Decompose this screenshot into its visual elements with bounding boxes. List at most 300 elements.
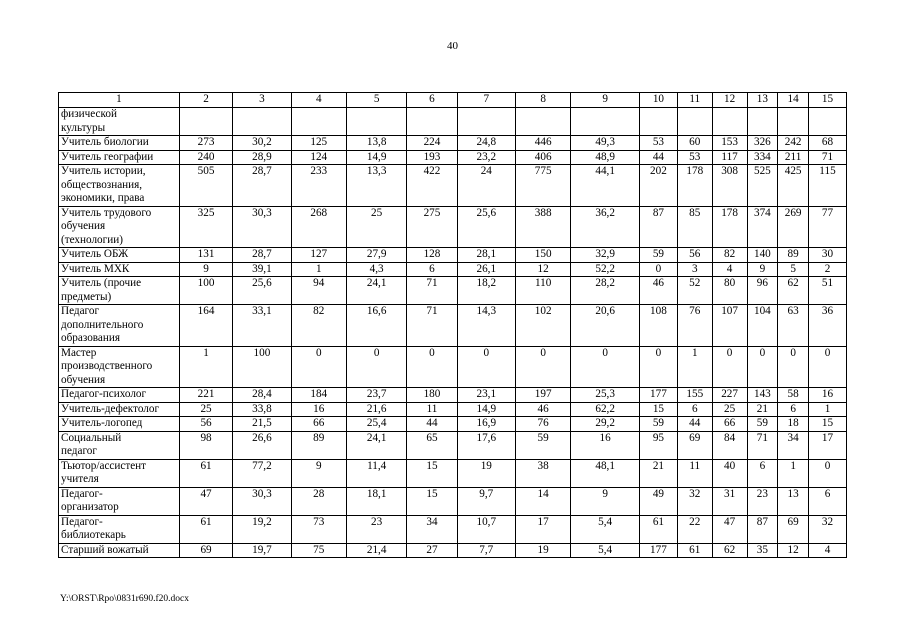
table-row <box>59 487 847 515</box>
value-cell: 23,2 <box>457 150 515 165</box>
table-row <box>59 402 847 417</box>
value-cell: 28,2 <box>571 277 640 305</box>
value-cell: 7,7 <box>457 543 515 558</box>
table-row <box>59 417 847 432</box>
column-header: 6 <box>407 93 457 108</box>
value-cell: 21,6 <box>346 402 406 417</box>
value-cell: 69 <box>179 543 232 558</box>
value-cell: 28,1 <box>457 248 515 263</box>
value-cell: 164 <box>179 305 232 347</box>
table-row <box>59 165 847 207</box>
value-cell: 25 <box>712 402 747 417</box>
value-cell: 77 <box>808 206 846 248</box>
value-cell: 0 <box>291 346 346 388</box>
value-cell: 46 <box>639 277 677 305</box>
value-cell: 65 <box>407 431 457 459</box>
value-cell: 58 <box>778 388 809 403</box>
value-cell: 76 <box>515 417 570 432</box>
value-cell: 446 <box>515 136 570 151</box>
row-label-cell: Тьютор/ассистент учителя <box>59 459 180 487</box>
value-cell: 87 <box>639 206 677 248</box>
value-cell: 40 <box>712 459 747 487</box>
table-row <box>59 346 847 388</box>
column-header: 13 <box>747 93 778 108</box>
column-header: 2 <box>179 93 232 108</box>
value-cell <box>346 108 406 136</box>
value-cell: 38 <box>515 459 570 487</box>
value-cell: 150 <box>515 248 570 263</box>
value-cell: 6 <box>808 487 846 515</box>
value-cell: 21 <box>639 459 677 487</box>
value-cell: 33,8 <box>233 402 291 417</box>
value-cell: 49 <box>639 487 677 515</box>
row-label-cell: Педагог дополнительного образования <box>59 305 180 347</box>
value-cell: 24,1 <box>346 277 406 305</box>
value-cell: 16,6 <box>346 305 406 347</box>
table-row <box>59 248 847 263</box>
row-label-cell: Учитель-дефектолог <box>59 402 180 417</box>
value-cell: 15 <box>639 402 677 417</box>
value-cell: 0 <box>808 459 846 487</box>
value-cell: 17,6 <box>457 431 515 459</box>
value-cell: 110 <box>515 277 570 305</box>
value-cell: 525 <box>747 165 778 207</box>
row-label-cell: Старший вожатый <box>59 543 180 558</box>
column-header: 10 <box>639 93 677 108</box>
value-cell: 153 <box>712 136 747 151</box>
value-cell: 30,3 <box>233 487 291 515</box>
value-cell: 16 <box>808 388 846 403</box>
value-cell: 128 <box>407 248 457 263</box>
value-cell: 77,2 <box>233 459 291 487</box>
value-cell: 61 <box>677 543 712 558</box>
row-label-cell: Учитель-логопед <box>59 417 180 432</box>
value-cell: 15 <box>808 417 846 432</box>
value-cell: 16 <box>291 402 346 417</box>
value-cell: 87 <box>747 515 778 543</box>
table-row <box>59 150 847 165</box>
value-cell: 15 <box>407 459 457 487</box>
value-cell: 107 <box>712 305 747 347</box>
value-cell: 0 <box>778 346 809 388</box>
value-cell <box>677 108 712 136</box>
column-header: 11 <box>677 93 712 108</box>
value-cell: 193 <box>407 150 457 165</box>
value-cell: 80 <box>712 277 747 305</box>
value-cell: 240 <box>179 150 232 165</box>
value-cell: 25 <box>179 402 232 417</box>
value-cell: 19 <box>515 543 570 558</box>
value-cell: 9 <box>571 487 640 515</box>
value-cell: 59 <box>747 417 778 432</box>
value-cell: 1 <box>808 402 846 417</box>
value-cell: 63 <box>778 305 809 347</box>
table-row <box>59 388 847 403</box>
table-row <box>59 108 847 136</box>
value-cell: 53 <box>639 136 677 151</box>
value-cell: 75 <box>291 543 346 558</box>
value-cell: 28,7 <box>233 165 291 207</box>
value-cell: 32 <box>677 487 712 515</box>
value-cell <box>179 108 232 136</box>
value-cell: 15 <box>407 487 457 515</box>
value-cell: 9 <box>291 459 346 487</box>
table-row <box>59 431 847 459</box>
value-cell: 36 <box>808 305 846 347</box>
value-cell: 0 <box>639 346 677 388</box>
row-label-cell: Социальный педагог <box>59 431 180 459</box>
value-cell <box>571 108 640 136</box>
value-cell: 18,1 <box>346 487 406 515</box>
value-cell: 48,9 <box>571 150 640 165</box>
value-cell <box>515 108 570 136</box>
value-cell: 25,6 <box>457 206 515 248</box>
value-cell: 180 <box>407 388 457 403</box>
value-cell: 61 <box>639 515 677 543</box>
value-cell: 127 <box>291 248 346 263</box>
value-cell: 125 <box>291 136 346 151</box>
value-cell: 44 <box>407 417 457 432</box>
value-cell: 62,2 <box>571 402 640 417</box>
column-header: 5 <box>346 93 406 108</box>
value-cell: 177 <box>639 543 677 558</box>
value-cell: 27,9 <box>346 248 406 263</box>
value-cell: 104 <box>747 305 778 347</box>
value-cell: 46 <box>515 402 570 417</box>
value-cell: 32 <box>808 515 846 543</box>
value-cell: 89 <box>778 248 809 263</box>
value-cell: 4 <box>712 262 747 277</box>
value-cell: 28,7 <box>233 248 291 263</box>
value-cell: 5 <box>778 262 809 277</box>
value-cell: 1 <box>677 346 712 388</box>
value-cell: 102 <box>515 305 570 347</box>
value-cell: 59 <box>515 431 570 459</box>
value-cell: 14,9 <box>457 402 515 417</box>
column-header: 1 <box>59 93 180 108</box>
value-cell: 268 <box>291 206 346 248</box>
value-cell: 9,7 <box>457 487 515 515</box>
table-body <box>59 108 847 558</box>
value-cell: 374 <box>747 206 778 248</box>
value-cell: 211 <box>778 150 809 165</box>
staff-statistics-table <box>58 92 847 558</box>
value-cell: 60 <box>677 136 712 151</box>
value-cell: 19,2 <box>233 515 291 543</box>
row-label-cell: Учитель трудового обучения (технологии) <box>59 206 180 248</box>
column-header: 12 <box>712 93 747 108</box>
value-cell: 71 <box>407 305 457 347</box>
value-cell: 48,1 <box>571 459 640 487</box>
value-cell: 18 <box>778 417 809 432</box>
value-cell: 89 <box>291 431 346 459</box>
value-cell: 269 <box>778 206 809 248</box>
value-cell: 25,6 <box>233 277 291 305</box>
value-cell: 3 <box>677 262 712 277</box>
value-cell: 11,4 <box>346 459 406 487</box>
value-cell: 36,2 <box>571 206 640 248</box>
value-cell: 71 <box>747 431 778 459</box>
value-cell: 18,2 <box>457 277 515 305</box>
value-cell: 13,3 <box>346 165 406 207</box>
value-cell: 19 <box>457 459 515 487</box>
value-cell: 775 <box>515 165 570 207</box>
table-row <box>59 515 847 543</box>
value-cell: 24,1 <box>346 431 406 459</box>
value-cell: 27 <box>407 543 457 558</box>
value-cell: 51 <box>808 277 846 305</box>
value-cell: 29,2 <box>571 417 640 432</box>
value-cell: 505 <box>179 165 232 207</box>
value-cell: 94 <box>291 277 346 305</box>
value-cell: 14 <box>515 487 570 515</box>
value-cell: 66 <box>712 417 747 432</box>
value-cell: 30 <box>808 248 846 263</box>
row-label-cell: Учитель ОБЖ <box>59 248 180 263</box>
value-cell: 13 <box>778 487 809 515</box>
value-cell: 14,9 <box>346 150 406 165</box>
table-row <box>59 136 847 151</box>
value-cell: 69 <box>778 515 809 543</box>
value-cell: 0 <box>571 346 640 388</box>
value-cell: 1 <box>179 346 232 388</box>
value-cell: 44,1 <box>571 165 640 207</box>
value-cell: 17 <box>808 431 846 459</box>
column-header: 3 <box>233 93 291 108</box>
value-cell <box>712 108 747 136</box>
table-row <box>59 305 847 347</box>
row-label-cell: Учитель истории, обществознания, экономики, права <box>59 165 180 207</box>
row-label-cell: Педагог- организатор <box>59 487 180 515</box>
value-cell: 2 <box>808 262 846 277</box>
value-cell: 25 <box>346 206 406 248</box>
value-cell: 115 <box>808 165 846 207</box>
value-cell <box>808 108 846 136</box>
value-cell: 85 <box>677 206 712 248</box>
value-cell: 76 <box>677 305 712 347</box>
value-cell: 28,9 <box>233 150 291 165</box>
value-cell: 177 <box>639 388 677 403</box>
value-cell <box>407 108 457 136</box>
value-cell: 44 <box>677 417 712 432</box>
value-cell: 23 <box>346 515 406 543</box>
value-cell: 34 <box>407 515 457 543</box>
value-cell: 100 <box>233 346 291 388</box>
value-cell: 34 <box>778 431 809 459</box>
value-cell <box>747 108 778 136</box>
value-cell: 273 <box>179 136 232 151</box>
value-cell: 5,4 <box>571 543 640 558</box>
value-cell: 44 <box>639 150 677 165</box>
value-cell: 52,2 <box>571 262 640 277</box>
value-cell: 21,4 <box>346 543 406 558</box>
table-row <box>59 206 847 248</box>
value-cell: 334 <box>747 150 778 165</box>
value-cell: 96 <box>747 277 778 305</box>
value-cell: 26,6 <box>233 431 291 459</box>
value-cell: 6 <box>677 402 712 417</box>
value-cell: 0 <box>515 346 570 388</box>
column-header: 14 <box>778 93 809 108</box>
value-cell: 131 <box>179 248 232 263</box>
value-cell: 0 <box>712 346 747 388</box>
value-cell: 30,2 <box>233 136 291 151</box>
value-cell: 47 <box>179 487 232 515</box>
value-cell: 35 <box>747 543 778 558</box>
value-cell: 23,1 <box>457 388 515 403</box>
row-label-cell: Учитель (прочие предметы) <box>59 277 180 305</box>
value-cell: 19,7 <box>233 543 291 558</box>
value-cell <box>639 108 677 136</box>
value-cell: 11 <box>677 459 712 487</box>
row-label-cell: Педагог- библиотекарь <box>59 515 180 543</box>
value-cell: 32,9 <box>571 248 640 263</box>
value-cell: 30,3 <box>233 206 291 248</box>
value-cell: 61 <box>179 515 232 543</box>
value-cell: 308 <box>712 165 747 207</box>
value-cell: 98 <box>179 431 232 459</box>
value-cell: 325 <box>179 206 232 248</box>
value-cell: 84 <box>712 431 747 459</box>
value-cell: 49,3 <box>571 136 640 151</box>
value-cell: 10,7 <box>457 515 515 543</box>
row-label-cell: Мастер производственного обучения <box>59 346 180 388</box>
value-cell: 25,3 <box>571 388 640 403</box>
value-cell: 4,3 <box>346 262 406 277</box>
row-label-cell: физической культуры <box>59 108 180 136</box>
value-cell: 17 <box>515 515 570 543</box>
value-cell: 6 <box>407 262 457 277</box>
value-cell <box>778 108 809 136</box>
value-cell: 39,1 <box>233 262 291 277</box>
value-cell: 28,4 <box>233 388 291 403</box>
value-cell: 53 <box>677 150 712 165</box>
table-row <box>59 543 847 558</box>
value-cell: 69 <box>677 431 712 459</box>
value-cell: 4 <box>808 543 846 558</box>
value-cell: 326 <box>747 136 778 151</box>
row-label-cell: Учитель географии <box>59 150 180 165</box>
value-cell: 66 <box>291 417 346 432</box>
value-cell: 13,8 <box>346 136 406 151</box>
value-cell: 82 <box>712 248 747 263</box>
value-cell <box>233 108 291 136</box>
value-cell: 197 <box>515 388 570 403</box>
value-cell: 56 <box>677 248 712 263</box>
column-header: 8 <box>515 93 570 108</box>
value-cell: 73 <box>291 515 346 543</box>
value-cell: 14,3 <box>457 305 515 347</box>
value-cell: 24 <box>457 165 515 207</box>
value-cell: 0 <box>808 346 846 388</box>
row-label-cell: Учитель МХК <box>59 262 180 277</box>
page-number: 40 <box>447 40 458 52</box>
value-cell: 124 <box>291 150 346 165</box>
value-cell: 62 <box>778 277 809 305</box>
value-cell: 21,5 <box>233 417 291 432</box>
value-cell: 12 <box>515 262 570 277</box>
column-header: 4 <box>291 93 346 108</box>
value-cell: 23 <box>747 487 778 515</box>
row-label-cell: Педагог-психолог <box>59 388 180 403</box>
value-cell: 202 <box>639 165 677 207</box>
value-cell: 100 <box>179 277 232 305</box>
value-cell: 0 <box>346 346 406 388</box>
value-cell: 143 <box>747 388 778 403</box>
value-cell: 6 <box>778 402 809 417</box>
value-cell: 47 <box>712 515 747 543</box>
value-cell: 224 <box>407 136 457 151</box>
value-cell: 1 <box>778 459 809 487</box>
value-cell <box>457 108 515 136</box>
value-cell: 52 <box>677 277 712 305</box>
value-cell: 16 <box>571 431 640 459</box>
value-cell: 28 <box>291 487 346 515</box>
value-cell: 71 <box>407 277 457 305</box>
value-cell: 1 <box>291 262 346 277</box>
value-cell: 406 <box>515 150 570 165</box>
value-cell: 82 <box>291 305 346 347</box>
value-cell: 26,1 <box>457 262 515 277</box>
value-cell: 22 <box>677 515 712 543</box>
table-row <box>59 262 847 277</box>
value-cell: 95 <box>639 431 677 459</box>
value-cell <box>291 108 346 136</box>
column-header: 15 <box>808 93 846 108</box>
value-cell: 59 <box>639 417 677 432</box>
table-row <box>59 277 847 305</box>
value-cell: 23,7 <box>346 388 406 403</box>
value-cell: 117 <box>712 150 747 165</box>
value-cell: 59 <box>639 248 677 263</box>
value-cell: 24,8 <box>457 136 515 151</box>
value-cell: 62 <box>712 543 747 558</box>
value-cell: 178 <box>712 206 747 248</box>
value-cell: 56 <box>179 417 232 432</box>
value-cell: 0 <box>639 262 677 277</box>
table-row <box>59 459 847 487</box>
value-cell: 388 <box>515 206 570 248</box>
value-cell: 0 <box>747 346 778 388</box>
value-cell: 9 <box>179 262 232 277</box>
value-cell: 68 <box>808 136 846 151</box>
value-cell: 108 <box>639 305 677 347</box>
value-cell: 9 <box>747 262 778 277</box>
value-cell: 16,9 <box>457 417 515 432</box>
value-cell: 233 <box>291 165 346 207</box>
file-path-footer: Y:\ORST\Rpo\0831r690.f20.docx <box>60 594 189 604</box>
value-cell: 184 <box>291 388 346 403</box>
value-cell: 275 <box>407 206 457 248</box>
column-header: 7 <box>457 93 515 108</box>
value-cell: 33,1 <box>233 305 291 347</box>
value-cell: 6 <box>747 459 778 487</box>
value-cell: 242 <box>778 136 809 151</box>
row-label-cell: Учитель биологии <box>59 136 180 151</box>
value-cell: 31 <box>712 487 747 515</box>
value-cell: 12 <box>778 543 809 558</box>
column-header: 9 <box>571 93 640 108</box>
value-cell: 71 <box>808 150 846 165</box>
value-cell: 425 <box>778 165 809 207</box>
value-cell: 21 <box>747 402 778 417</box>
value-cell: 0 <box>407 346 457 388</box>
value-cell: 11 <box>407 402 457 417</box>
value-cell: 20,6 <box>571 305 640 347</box>
value-cell: 25,4 <box>346 417 406 432</box>
value-cell: 0 <box>457 346 515 388</box>
value-cell: 155 <box>677 388 712 403</box>
